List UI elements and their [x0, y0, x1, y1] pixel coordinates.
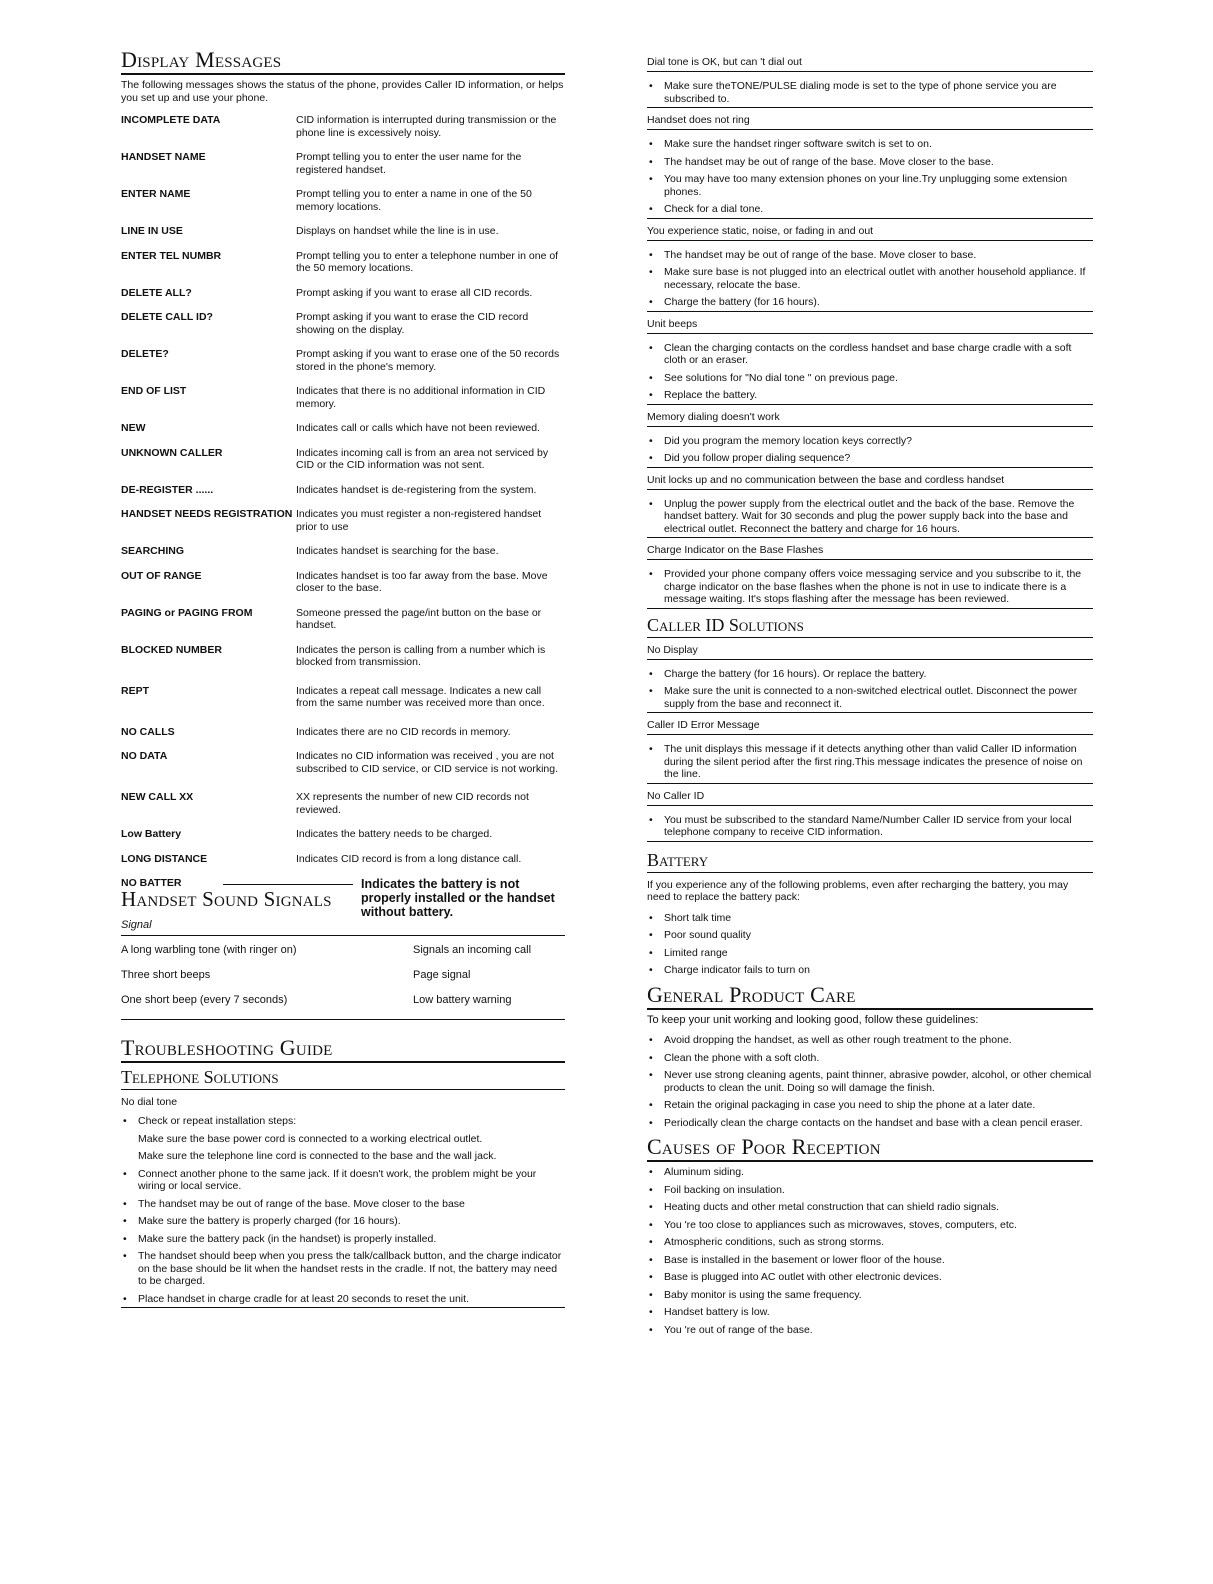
poor-reception-title: Causes of Poor Reception: [647, 1135, 1093, 1162]
message-desc: Prompt telling you to enter the user name for the registered handset.: [296, 151, 522, 176]
list-item: • Make sure the battery pack (in the handset) is properly installed.: [121, 1233, 565, 1246]
list-item: • Never use strong cleaning agents, paint thinner, abrasive powder, alcohol, or other chemical products to clean the unit. Doing so will damage the finish.: [647, 1069, 1093, 1094]
message-row: [121, 644, 565, 669]
message-key: NO DATA: [121, 750, 168, 762]
message-row: [121, 225, 565, 238]
no-battery-key: NO BATTER: [121, 877, 182, 889]
message-key: NEW CALL XX: [121, 791, 194, 803]
message-row: [121, 853, 565, 866]
list-item: • Charge indicator fails to turn on: [647, 964, 1093, 977]
message-key: HANDSET NAME: [121, 151, 206, 163]
message-desc: Indicates handset is searching for the base.: [296, 545, 499, 557]
message-row: [121, 508, 565, 533]
message-key: INCOMPLETE DATA: [121, 114, 221, 126]
problem-label: Unit locks up and no communication between the base and cordless handset: [647, 474, 1093, 490]
message-row: [121, 422, 565, 435]
product-care-list: [647, 1034, 1093, 1129]
telephone-problems: [647, 56, 1093, 609]
list-item: • Make sure base is not plugged into an electrical outlet with another household appliance. If necessary, relocate the base.: [647, 266, 1093, 291]
list-item: • See solutions for "No dial tone " on previous page.: [647, 372, 1093, 385]
message-row: [121, 114, 565, 139]
poor-reception-list: [647, 1166, 1093, 1336]
list-item: • Periodically clean the charge contacts on the handset and base with a clean pencil eraser.: [647, 1117, 1093, 1130]
message-desc: Someone pressed the page/int button on the base or handset.: [296, 606, 542, 631]
message-desc: Indicates the battery needs to be charged.: [296, 828, 493, 840]
list-item: • Place handset in charge cradle for at least 20 seconds to reset the unit.: [121, 1293, 565, 1309]
list-item: • The unit displays this message if it detects anything other than valid Caller ID information during the silent period after the first ring.This message indicates the presence of noise on the line.: [647, 743, 1093, 784]
message-key: DELETE CALL ID?: [121, 311, 213, 323]
list-item: • Did you follow proper dialing sequence?: [647, 452, 1093, 468]
problem-solutions: [647, 435, 1093, 468]
message-row: [121, 311, 565, 336]
problem-label: Dial tone is OK, but can 't dial out: [647, 56, 1093, 72]
list-item: • You 're too close to appliances such as microwaves, stoves, computers, etc.: [647, 1219, 1093, 1232]
list-item: • The handset may be out of range of the base. Move closer to the base: [121, 1198, 565, 1211]
list-item: • The handset should beep when you press the talk/callback button, and the charge indicator on the base should be lit when the handset rests in the cradle. If not, the battery may need to be charged.: [121, 1250, 565, 1288]
signal-row: [121, 994, 565, 1007]
problem-label: Memory dialing doesn't work: [647, 411, 1093, 427]
message-key: OUT OF RANGE: [121, 569, 202, 582]
display-messages-list: [121, 114, 565, 865]
problem-label: Caller ID Error Message: [647, 719, 1093, 735]
no-dial-tone-items: [121, 1168, 565, 1309]
message-key: NEW: [121, 422, 146, 434]
left-column: [121, 48, 565, 1314]
message-key: DELETE ALL?: [121, 286, 192, 299]
message-desc: XX represents the number of new CID records not reviewed.: [296, 791, 529, 816]
message-desc: Indicates handset is de-registering from the system.: [296, 483, 537, 496]
problem-label: You experience static, noise, or fading in and out: [647, 225, 1093, 241]
list-item: • Baby monitor is using the same frequency.: [647, 1289, 1093, 1302]
telephone-solutions-title: Telephone Solutions: [121, 1067, 565, 1090]
message-row: [121, 348, 565, 373]
display-messages-intro: The following messages shows the status of the phone, provides Caller ID information, or helps you set up and use your phone.: [121, 79, 564, 104]
list-item: • Charge the battery (for 16 hours). Or replace the battery.: [647, 668, 1093, 681]
problem-label: Handset does not ring: [647, 114, 1093, 130]
leader-line: [223, 884, 353, 885]
list-item: • Heating ducts and other metal construction that can shield radio signals.: [647, 1201, 1093, 1214]
list-item: • Base is installed in the basement or lower floor of the house.: [647, 1254, 1093, 1267]
problem-solutions: [647, 568, 1093, 609]
problem-solutions: [647, 668, 1093, 714]
no-dial-tone-label: No dial tone: [121, 1096, 178, 1108]
message-row: [121, 385, 565, 410]
message-desc: Prompt telling you to enter a telephone number in one of the 50 memory locations.: [296, 249, 559, 274]
list-item: • Retain the original packaging in case you need to ship the phone at a later date.: [647, 1099, 1093, 1112]
message-desc: Prompt asking if you want to erase the CID record showing on the display.: [296, 311, 529, 336]
list-item: • Handset battery is low.: [647, 1306, 1093, 1319]
signal-name: A long warbling tone (with ringer on): [121, 944, 297, 956]
battery-intro: If you experience any of the following problems, even after recharging the battery, you may need to replace the battery pack:: [647, 878, 1069, 903]
signal-meaning: Low battery warning: [413, 994, 512, 1006]
message-key: LONG DISTANCE: [121, 852, 208, 865]
message-key: ENTER NAME: [121, 188, 191, 200]
message-row: [121, 151, 565, 176]
list-item: • The handset may be out of range of the base. Move closer to base.: [647, 249, 1093, 262]
list-item: • Replace the battery.: [647, 389, 1093, 405]
list-item: • Make sure the battery is properly charged (for 16 hours).: [121, 1215, 565, 1228]
message-row: [121, 287, 565, 300]
problem-solutions: [647, 743, 1093, 784]
message-row: [121, 726, 565, 739]
problem-solutions: [647, 814, 1093, 842]
message-desc: Indicates you must register a non-registered handset prior to use: [296, 508, 542, 533]
message-key: DELETE?: [121, 348, 169, 360]
message-key: PAGING or PAGING FROM: [121, 606, 253, 619]
message-row: [121, 250, 565, 275]
list-item: • Short talk time: [647, 912, 1093, 925]
problem-solutions: [647, 80, 1093, 108]
message-key: Low Battery: [121, 828, 182, 840]
message-desc: Displays on handset while the line is in use.: [296, 225, 499, 237]
battery-title: Battery: [647, 850, 1093, 873]
list-item: • Limited range: [647, 947, 1093, 960]
message-row: [121, 545, 565, 558]
problem-label: Charge Indicator on the Base Flashes: [647, 544, 1093, 560]
message-row: [121, 607, 565, 632]
message-desc: Prompt asking if you want to erase one of the 50 records stored in the phone's memory.: [296, 348, 560, 373]
list-item: • Poor sound quality: [647, 929, 1093, 942]
message-desc: Indicates call or calls which have not been reviewed.: [296, 422, 540, 434]
signal-name: One short beep (every 7 seconds): [121, 994, 288, 1006]
message-key: UNKNOWN CALLER: [121, 446, 223, 459]
caller-id-problems: [647, 644, 1093, 842]
list-item: • Avoid dropping the handset, as well as other rough treatment to the phone.: [647, 1034, 1093, 1047]
problem-label: No Display: [647, 644, 1093, 660]
list-item: • Connect another phone to the same jack. If it doesn't work, the problem might be your wiring or local service.: [121, 1168, 565, 1193]
message-key: ENTER TEL NUMBR: [121, 249, 222, 262]
message-key: DE-REGISTER ......: [121, 483, 214, 496]
list-item: • Foil backing on insulation.: [647, 1184, 1093, 1197]
message-desc: Indicates there are no CID records in memory.: [296, 725, 511, 738]
message-desc: Prompt telling you to enter a name in one of the 50 memory locations.: [296, 188, 532, 213]
message-row: [121, 791, 565, 816]
message-row: [121, 570, 565, 595]
message-desc: Indicates a repeat call message. Indicates a new call from the same number was received more than once.: [296, 684, 545, 709]
message-desc: Indicates handset is too far away from the base. Move closer to the base.: [296, 569, 548, 594]
signal-column-header: Signal: [121, 917, 565, 936]
signal-row: [121, 969, 565, 982]
list-item: • Clean the charging contacts on the cordless handset and base charge cradle with a soft cloth or an eraser.: [647, 342, 1093, 367]
message-desc: Indicates the person is calling from a number which is blocked from transmission.: [296, 643, 546, 668]
message-key: LINE IN USE: [121, 225, 183, 237]
problem-solutions: [647, 249, 1093, 312]
message-key: HANDSET NEEDS REGISTRATION: [121, 508, 293, 520]
message-row: [121, 188, 565, 213]
list-item: • Base is plugged into AC outlet with other electronic devices.: [647, 1271, 1093, 1284]
problem-label: Unit beeps: [647, 318, 1093, 334]
no-battery-desc: Indicates the battery is not properly installed or the handset without battery.: [361, 877, 555, 919]
right-column: [647, 48, 1093, 1341]
message-row: [121, 484, 565, 497]
message-row: [121, 750, 565, 775]
signal-name: Three short beeps: [121, 969, 211, 981]
list-item: • Charge the battery (for 16 hours).: [647, 296, 1093, 312]
list-item: • Clean the phone with a soft cloth.: [647, 1052, 1093, 1065]
product-care-intro: To keep your unit working and looking good, follow these guidelines:: [647, 1013, 979, 1026]
message-row: [121, 685, 565, 710]
message-desc: CID information is interrupted during transmission or the phone line is excessively noisy.: [296, 114, 557, 139]
sound-signals-table: [121, 944, 565, 1020]
list-item: • Check for a dial tone.: [647, 203, 1093, 219]
message-row: [121, 447, 565, 472]
message-desc: Indicates CID record is from a long distance call.: [296, 852, 522, 865]
list-item: • Atmospheric conditions, such as strong storms.: [647, 1236, 1093, 1249]
message-desc: Indicates that there is no additional information in CID memory.: [296, 385, 546, 410]
message-desc: Prompt asking if you want to erase all CID records.: [296, 286, 533, 299]
list-item: • You must be subscribed to the standard Name/Number Caller ID service from your local telephone company to receive CID information.: [647, 814, 1093, 842]
signal-row: [121, 944, 565, 957]
list-item: • Check or repeat installation steps: Make sure the base power cord is connected to a working electrical outlet. Make sure the telephone line cord is connected to the base and the wall jack.: [121, 1115, 565, 1163]
list-item: • You 're out of range of the base.: [647, 1324, 1093, 1337]
list-item: • Make sure theTONE/PULSE dialing mode is set to the type of phone service you are subscribed to.: [647, 80, 1093, 108]
problem-solutions: [647, 498, 1093, 539]
message-row: [121, 828, 565, 841]
caller-id-title: Caller ID Solutions: [647, 615, 1093, 638]
handset-sound-signals-title: Handset Sound Signals: [121, 887, 332, 911]
no-battery-block: [121, 877, 565, 917]
list-item: • The handset may be out of range of the base. Move closer to the base.: [647, 156, 1093, 169]
message-key: REPT: [121, 684, 150, 697]
list-item: • Aluminum siding.: [647, 1166, 1093, 1179]
message-desc: Indicates incoming call is from an area not serviced by CID or the CID information was not sent.: [296, 446, 549, 471]
signal-meaning: Signals an incoming call: [413, 944, 532, 956]
display-messages-title: Display Messages: [121, 48, 565, 75]
problem-solutions: [647, 342, 1093, 405]
message-key: SEARCHING: [121, 545, 185, 557]
list-item: • Provided your phone company offers voice messaging service and you subscribe to it, the charge indicator on the base flashes when the phone is not in use to indicate there is a message waiting. It's stops flashing after the message has been reviewed.: [647, 568, 1093, 609]
signal-meaning: Page signal: [413, 969, 471, 981]
no-dial-tone-list: [121, 1115, 565, 1163]
message-key: END OF LIST: [121, 385, 187, 397]
list-item: • You may have too many extension phones on your line.Try unplugging some extension phones.: [647, 173, 1093, 198]
problem-solutions: [647, 138, 1093, 219]
message-key: BLOCKED NUMBER: [121, 643, 222, 656]
list-item: • Unplug the power supply from the electrical outlet and the back of the base. Remove the handset battery. Wait for 30 seconds and plug the power supply back into the base and electrical outlet. Reconnect the battery and charge for 16 hours.: [647, 498, 1093, 539]
problem-label: No Caller ID: [647, 790, 1093, 806]
troubleshooting-title: Troubleshooting Guide: [121, 1036, 565, 1063]
list-item: • Make sure the handset ringer software switch is set to on.: [647, 138, 1093, 151]
list-item: • Make sure the unit is connected to a non-switched electrical outlet. Disconnect the power supply from the base and reconnect it.: [647, 685, 1093, 713]
battery-list: [647, 912, 1093, 977]
message-desc: Indicates no CID information was received , you are not subscribed to CID service, or CID service is not working.: [296, 750, 559, 775]
product-care-title: General Product Care: [647, 983, 1093, 1010]
list-item: • Did you program the memory location keys correctly?: [647, 435, 1093, 448]
message-key: NO CALLS: [121, 725, 175, 738]
